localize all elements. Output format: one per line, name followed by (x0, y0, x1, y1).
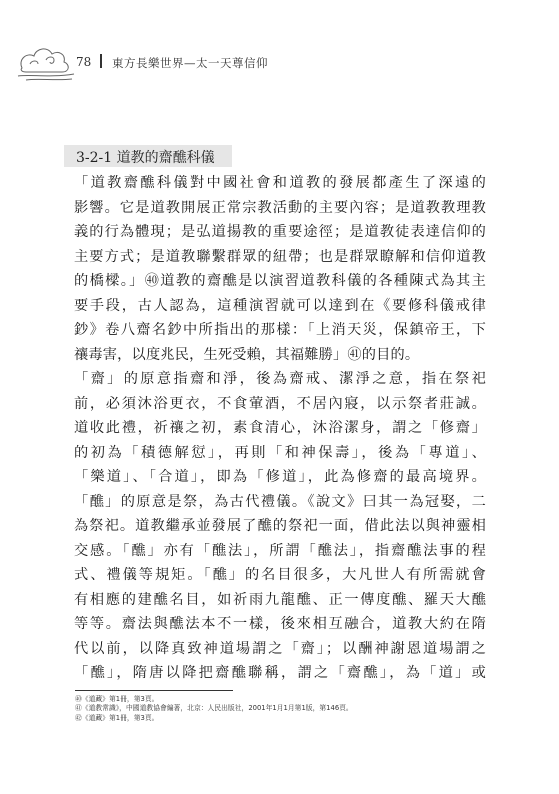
paragraph (74, 367, 486, 686)
text-line: 「醮」的原意是祭，為古代禮儀。《說文》曰其一為冠娶，二 (74, 493, 486, 510)
footnote: ㊶《道教常識》，中國道教協會編著，北京：人民出版社，2001年1月1月第1版，第146頁。 (75, 704, 353, 713)
text-line: 等等。齋法與醮法本不一樣，後來相互融合，道教大約在隋 (74, 616, 486, 632)
text-line: 主要方式；是道教聯繫群眾的紐帶；也是群眾瞭解和信仰道教 (74, 248, 486, 265)
text-line: 道收此禮，祈禳之初，素食清心，沐浴潔身，謂之「修齋」 (74, 420, 486, 436)
text-line: 「醮」，隋唐以降把齋醮聯稱，謂之「齋醮」，為「道」或 (74, 665, 486, 681)
text-line: 「道教齋醮科儀對中國社會和道教的發展都產生了深遠的 (74, 175, 486, 191)
text-line: 的初為「積德解愆」，再則「和神保壽」，後為「專道」、 (74, 444, 486, 461)
text-line: 「樂道」、「合道」，即為「修道」，此為修齋的最高境界。 (74, 469, 486, 485)
text-line: 交感。「醮」亦有「醮法」，所謂「醮法」，指齋醮法事的程 (74, 542, 486, 559)
text-line: 要手段，古人認為，這種演習就可以達到在《要修科儀戒律 (74, 297, 486, 314)
section-heading: 3-2-1 道教的齋醮科儀 (76, 150, 215, 166)
footnotes (75, 695, 495, 723)
text-line: 代以前，以降真致神道場謂之「齋」；以酬神謝恩道場謂之 (74, 640, 486, 657)
footnote-rule (75, 690, 233, 691)
text-line: 前，必須沐浴更衣，不食葷酒，不居內寢，以示祭者莊誠。 (74, 395, 486, 412)
text-line: 影響。它是道教開展正常宗教活動的主要內容；是道教教理教 (74, 199, 486, 216)
header-separator (100, 54, 102, 68)
text-line: 禳毒害，以度兆民，生死受賴，其福難勝」㊶的目的。 (74, 346, 420, 363)
footnote: ㊵《道藏》第1冊，第3頁。 (75, 695, 159, 703)
running-title: 東方長樂世界—太一天尊信仰 (112, 56, 268, 70)
footnote: ㊷《道藏》第1冊，第3頁。 (75, 713, 159, 722)
cloud-ornament-icon (16, 38, 78, 84)
text-line: 有相應的建醮名目，如祈雨九龍醮、正一傳度醮、羅天大醮 (74, 591, 486, 608)
text-line: 鈔》卷八齋名鈔中所指出的那樣：「上消天災，保鎮帝王，下 (74, 322, 486, 338)
running-header (0, 38, 559, 88)
text-line: 的橋樑。」㊵道教的齋醮是以演習道教科儀的各種陳式為其主 (74, 273, 486, 289)
paragraph (74, 171, 486, 367)
text-line: 義的行為體現；是弘道揚教的重要途徑；是道教徒表達信仰的 (74, 224, 486, 240)
text-line: 「齋」的原意指齋和淨，後為齋戒、潔淨之意，指在祭祀 (74, 371, 486, 387)
text-line: 式、禮儀等規矩。「醮」的名目很多，大凡世人有所需就會 (74, 567, 486, 583)
text-line: 為祭祀。道教繼承並發展了醮的祭祀一面，借此法以與神靈相 (74, 518, 486, 534)
page-number: 78 (76, 55, 92, 69)
body-text (74, 171, 486, 686)
